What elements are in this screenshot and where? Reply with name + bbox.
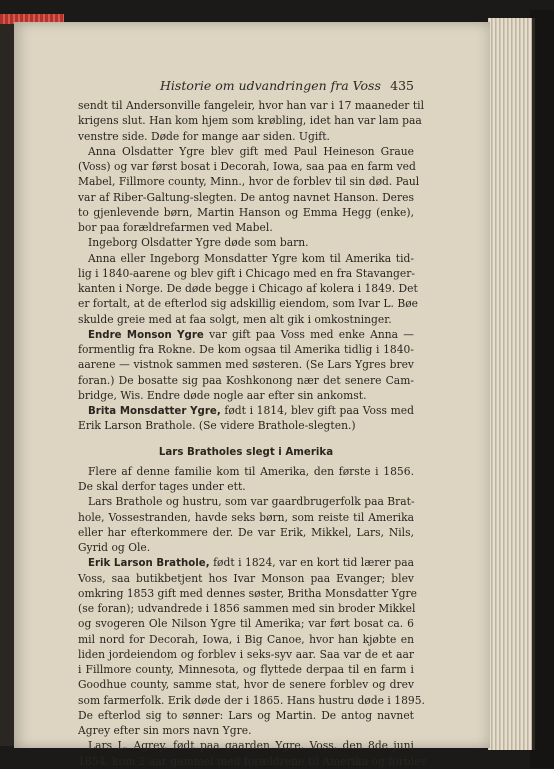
text-line: omkring 1853 gift med dennes søster, Britha Monsdatter Ygre [78,586,418,600]
text-line: Flere af denne familie kom til Amerika, den første i 1856. [88,464,414,478]
person-name: Brita Monsdatter Ygre, [88,406,221,417]
text-line: Mabel, Fillmore county, Minn., hvor de forblev til sin død. Paul [78,175,420,189]
text-line: De skal derfor tages under ett. [78,480,246,493]
text-line: Lars Brathole og hustru, som var gaardbrugerfolk paa Brat- [88,495,415,509]
book-cover [0,24,14,746]
text-line: Erik Larson Brathole, født i 1824, var en kort tid lærer paa [88,556,415,570]
text-line: 1854, kom 2 aar gammel med forældrene til Amerika og forblev [78,754,427,768]
person-name: Endre Monson Ygre [88,329,204,341]
text-line: Ingeborg Olsdatter Ygre døde som barn. [88,236,309,250]
page-number: 435 [390,78,414,93]
text-line: venstre side. Døde for mange aar siden. Ugift. [78,129,330,143]
text-line: lig i 1840-aarene og blev gift i Chicago med en fra Stavanger- [78,266,415,280]
text-line: Goodhue county, samme stat, hvor de senere forblev og drev [78,678,414,692]
text-line: (se foran); udvandrede i 1856 sammen med sin broder Mikkel [78,602,416,615]
text-line: foran.) De bosatte sig paa Koshkonong nær det senere Cam- [78,373,414,387]
text-line: Erik Larson Brathole. (Se videre Brathole-slegten.) [78,419,356,433]
page-body [78,98,427,769]
text-line: er fortalt, at de efterlod sig adskillig eiendom, som Ivar L. Bøe [78,297,419,311]
text-line: som farmerfolk. Erik døde der i 1865. Hans hustru døde i 1895. [78,693,425,707]
text-line: Anna Olsdatter Ygre blev gift med Paul Heineson Graue [88,144,414,158]
text-line: og svogeren Ole Nilson Ygre til Amerika; var ført bosat ca. 6 [78,617,414,631]
section-heading: Lars Bratholes slegt i Amerika [158,446,334,458]
text-line: skulde greie med at faa solgt, men alt gik i omkostninger. [78,312,392,326]
text-line: Lars L. Agrey, født paa gaarden Ygre, Voss, den 8de juni [88,739,414,753]
text-line: var af Riber-Galtung-slegten. De antog navnet Hanson. Deres [78,190,414,204]
text-line: krigens slut. Han kom hjem som krøbling, idet han var lam paa [78,114,422,128]
text-line: bor paa forældrefarmen ved Mabel. [78,221,273,234]
text-line: Voss, saa butikbetjent hos Ivar Monson paa Evanger; blev [78,571,414,585]
text-line: Endre Monson Ygre var gift paa Voss med enke Anna — [88,327,415,341]
text-line: Agrey efter sin mors navn Ygre. [78,724,252,737]
text-line: aarene — vistnok sammen med søsteren. (Se Lars Ygres brev [78,358,414,372]
text-line: Brita Monsdatter Ygre, født i 1814, blev gift paa Voss med [88,404,414,417]
text-line: formentlig fra Rokne. De kom ogsaa til Amerika tidlig i 1840- [78,343,414,356]
text-line: Anna eller Ingeborg Monsdatter Ygre kom til Amerika tid- [88,251,414,265]
text-line: mil nord for Decorah, Iowa, i Big Canoe, hvor han kjøbte en [78,632,414,646]
text-line: to gjenlevende børn, Martin Hanson og Emma Hegg (enke), [78,205,414,219]
running-title: Historie om udvandringen fra Voss [160,78,381,93]
text-line: De efterlod sig to sønner: Lars og Martin. De antog navnet [78,708,414,722]
text-line: eller har efterkommere der. De var Erik, Mikkel, Lars, Nils, [78,525,414,539]
person-name: Erik Larson Brathole, [88,558,210,570]
page-header [78,78,414,94]
text-line: bridge, Wis. Endre døde nogle aar efter sin ankomst. [78,388,367,402]
text-line: (Voss) og var først bosat i Decorah, Iowa, saa paa en farm ved [78,160,416,173]
text-line: liden jordeiendom og forblev i seks-syv aar. Saa var de et aar [78,647,414,661]
text-line: i Fillmore county, Minnesota, og flyttede derpaa til en farm i [78,663,414,676]
text-line: hole, Vossestranden, havde seks børn, som reiste til Amerika [78,510,414,524]
page-edges [488,18,535,750]
text-line: kanten i Norge. De døde begge i Chicago af kolera i 1849. Det [78,282,418,295]
text-line: sendt til Andersonville fangeleir, hvor han var i 17 maaneder til [78,99,425,112]
text-line: Gyrid og Ole. [78,541,151,554]
